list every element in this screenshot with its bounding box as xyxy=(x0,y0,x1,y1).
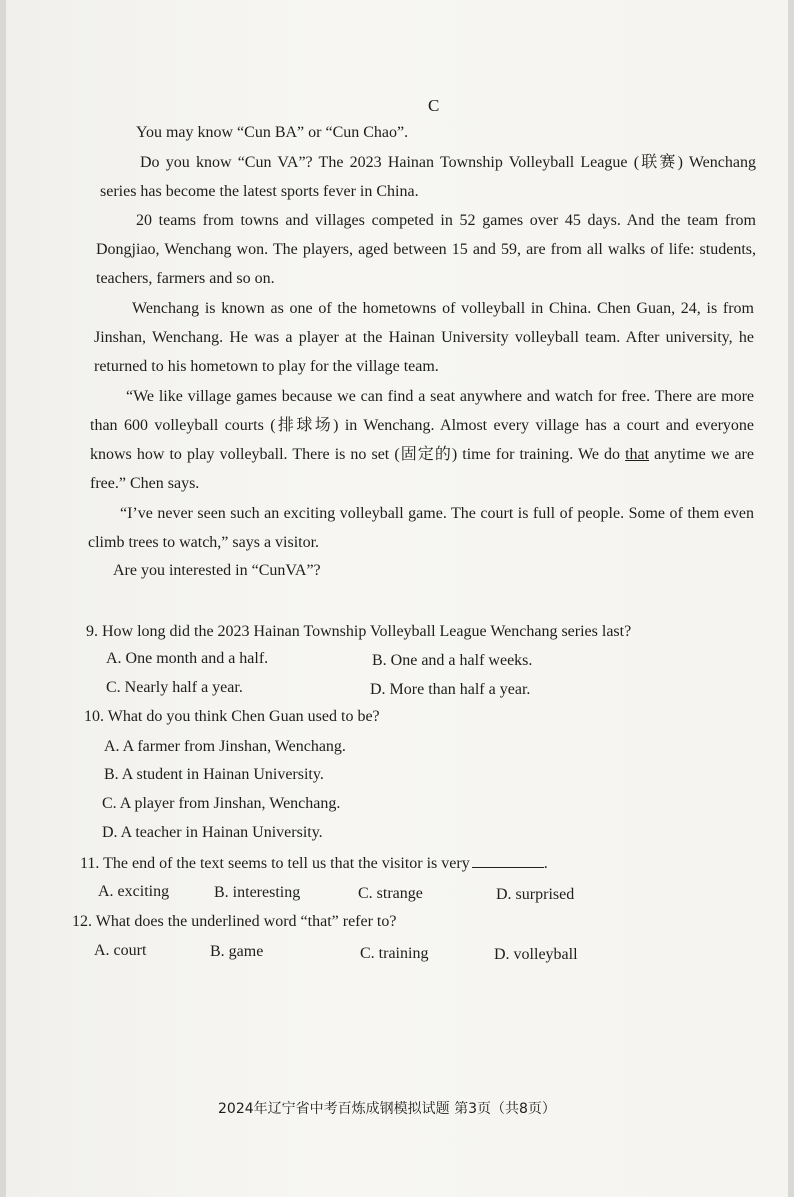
passage-paragraph-4: Wenchang is known as one of the hometowns of volleyball in China. Chen Guan, 24, is from Jinshan, Wenchang. He was a player at the Hainan University volleyball team. After university, he returned to his hometown to play for the village team. xyxy=(94,300,754,375)
passage-paragraph-7: Are you interested in “CunVA”? xyxy=(113,562,321,579)
section-letter: C xyxy=(428,96,440,115)
exam-page xyxy=(6,0,788,1197)
question-11-option-c: C. strange xyxy=(358,885,423,902)
question-9-option-c: C. Nearly half a year. xyxy=(106,679,243,696)
answer-blank xyxy=(472,853,544,868)
question-9-option-b: B. One and a half weeks. xyxy=(372,652,533,669)
question-10-stem: 10. What do you think Chen Guan used to be? xyxy=(84,708,380,725)
question-10-option-d: D. A teacher in Hainan University. xyxy=(102,824,323,841)
paragraph-5-text: “We like village games because we can find a seat anywhere and watch for free. There are more than 600 volleyball courts (排球场) in Wenchang. Almost every village has a court and everyone knows how to play volleyball. There is no set (固定的) time for training. We do xyxy=(90,388,754,463)
passage-paragraph-5 xyxy=(90,382,754,498)
question-10-option-a: A. A farmer from Jinshan, Wenchang. xyxy=(104,738,346,755)
question-11-option-b: B. interesting xyxy=(214,884,301,901)
question-12-option-c: C. training xyxy=(360,945,429,962)
question-11-option-d: D. surprised xyxy=(496,886,575,903)
passage-paragraph-3: 20 teams from towns and villages competed in 52 games over 45 days. And the team from Dongjiao, Wenchang won. The players, aged between 15 and 59, are from all walks of life: students, teachers, farmers and so on. xyxy=(96,212,756,287)
question-12-option-a: A. court xyxy=(94,942,147,959)
question-9-stem: 9. How long did the 2023 Hainan Township Volleyball League Wenchang series last? xyxy=(86,623,632,640)
page-footer: 2024年辽宁省中考百炼成钢模拟试题 第3页（共8页） xyxy=(218,1101,556,1117)
question-10-option-b: B. A student in Hainan University. xyxy=(104,766,324,783)
question-10-option-c: C. A player from Jinshan, Wenchang. xyxy=(102,795,341,812)
question-9-option-d: D. More than half a year. xyxy=(370,681,531,698)
question-11-stem-line: 11. The end of the text seems to tell us that the visitor is very . xyxy=(80,855,548,872)
passage-paragraph-2: Do you know “Cun VA”? The 2023 Hainan Township Volleyball League (联赛) Wenchang series has become the latest sports fever in China. xyxy=(100,154,756,200)
question-12-option-d: D. volleyball xyxy=(494,946,578,963)
passage-paragraph-6: “I’ve never seen such an exciting volleyball game. The court is full of people. Some of them even climb trees to watch,” says a visitor. xyxy=(88,505,754,551)
question-11-option-a: A. exciting xyxy=(98,883,170,900)
passage-paragraph-1: You may know “Cun BA” or “Cun Chao”. xyxy=(136,124,409,141)
question-12-stem: 12. What does the underlined word “that” refer to? xyxy=(72,913,397,930)
question-11-stem: 11. The end of the text seems to tell us that the visitor is very xyxy=(80,855,470,872)
underlined-word-that: that xyxy=(625,446,650,463)
paragraph-5-text-end: anytime we are free.” Chen says. xyxy=(90,446,754,492)
question-12-option-b: B. game xyxy=(210,943,264,960)
question-9-option-a: A. One month and a half. xyxy=(106,650,269,667)
